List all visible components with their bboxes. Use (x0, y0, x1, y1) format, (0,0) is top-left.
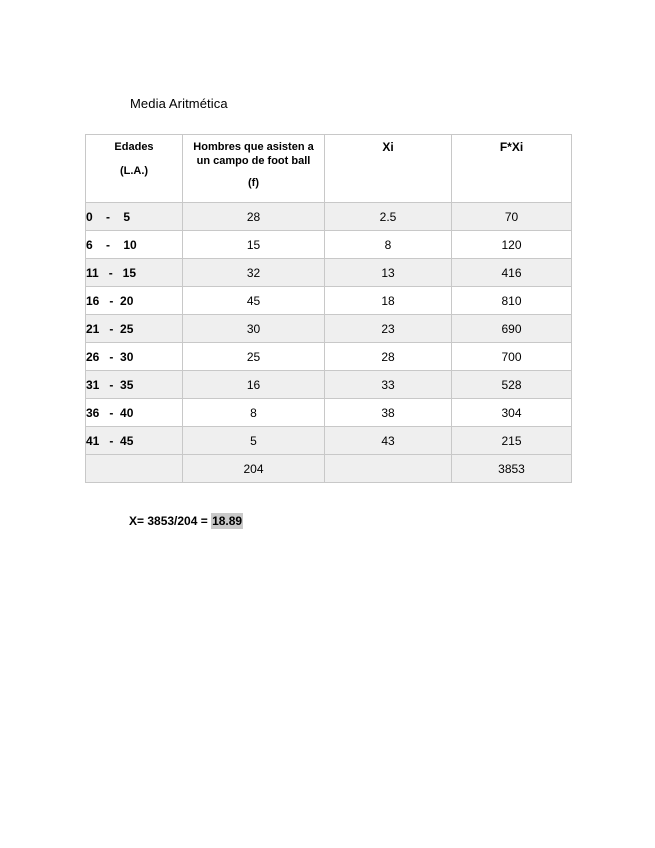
range-cell: 16 - 20 (86, 287, 183, 315)
total-f-cell: 204 (183, 455, 325, 483)
range-cell: 41 - 45 (86, 427, 183, 455)
range-cell: 31 - 35 (86, 371, 183, 399)
table-row (86, 343, 572, 371)
xi-cell: 33 (325, 371, 452, 399)
f-cell: 5 (183, 427, 325, 455)
fxi-cell: 120 (452, 231, 572, 259)
table-row (86, 203, 572, 231)
f-cell: 15 (183, 231, 325, 259)
page-title: Media Aritmética (130, 96, 228, 111)
header-fxi: F*Xi (452, 135, 572, 203)
f-cell: 25 (183, 343, 325, 371)
range-cell: 6 - 10 (86, 231, 183, 259)
f-cell: 16 (183, 371, 325, 399)
range-cell: 21 - 25 (86, 315, 183, 343)
fxi-cell: 700 (452, 343, 572, 371)
xi-cell: 43 (325, 427, 452, 455)
f-cell: 28 (183, 203, 325, 231)
range-cell: 11 - 15 (86, 259, 183, 287)
xi-cell: 2.5 (325, 203, 452, 231)
fxi-cell: 70 (452, 203, 572, 231)
f-cell: 45 (183, 287, 325, 315)
xi-cell: 28 (325, 343, 452, 371)
fxi-cell: 215 (452, 427, 572, 455)
table-row (86, 231, 572, 259)
fxi-cell: 304 (452, 399, 572, 427)
fxi-cell: 690 (452, 315, 572, 343)
fxi-cell: 416 (452, 259, 572, 287)
table-row (86, 427, 572, 455)
table-header-row (86, 135, 572, 203)
range-cell: 26 - 30 (86, 343, 183, 371)
table-row (86, 259, 572, 287)
f-cell: 30 (183, 315, 325, 343)
mean-formula (129, 514, 243, 528)
xi-cell: 8 (325, 231, 452, 259)
formula-expression: X= 3853/204 = (129, 514, 212, 528)
total-fxi-cell: 3853 (452, 455, 572, 483)
f-cell: 32 (183, 259, 325, 287)
header-edades: Edades (L.A.) (86, 135, 183, 203)
fxi-cell: 810 (452, 287, 572, 315)
f-cell: 8 (183, 399, 325, 427)
table-row (86, 399, 572, 427)
xi-cell: 18 (325, 287, 452, 315)
fxi-cell: 528 (452, 371, 572, 399)
header-hombres: Hombres que asisten a un campo de foot ball (f) (183, 135, 325, 203)
xi-cell: 13 (325, 259, 452, 287)
table-row (86, 315, 572, 343)
header-xi: Xi (325, 135, 452, 203)
totals-empty-cell (86, 455, 183, 483)
range-cell: 0 - 5 (86, 203, 183, 231)
xi-cell: 38 (325, 399, 452, 427)
range-cell: 36 - 40 (86, 399, 183, 427)
totals-row (86, 455, 572, 483)
frequency-table (85, 134, 572, 483)
formula-result: 18.89 (212, 514, 243, 528)
totals-empty-cell (325, 455, 452, 483)
table-row (86, 371, 572, 399)
table-row (86, 287, 572, 315)
xi-cell: 23 (325, 315, 452, 343)
